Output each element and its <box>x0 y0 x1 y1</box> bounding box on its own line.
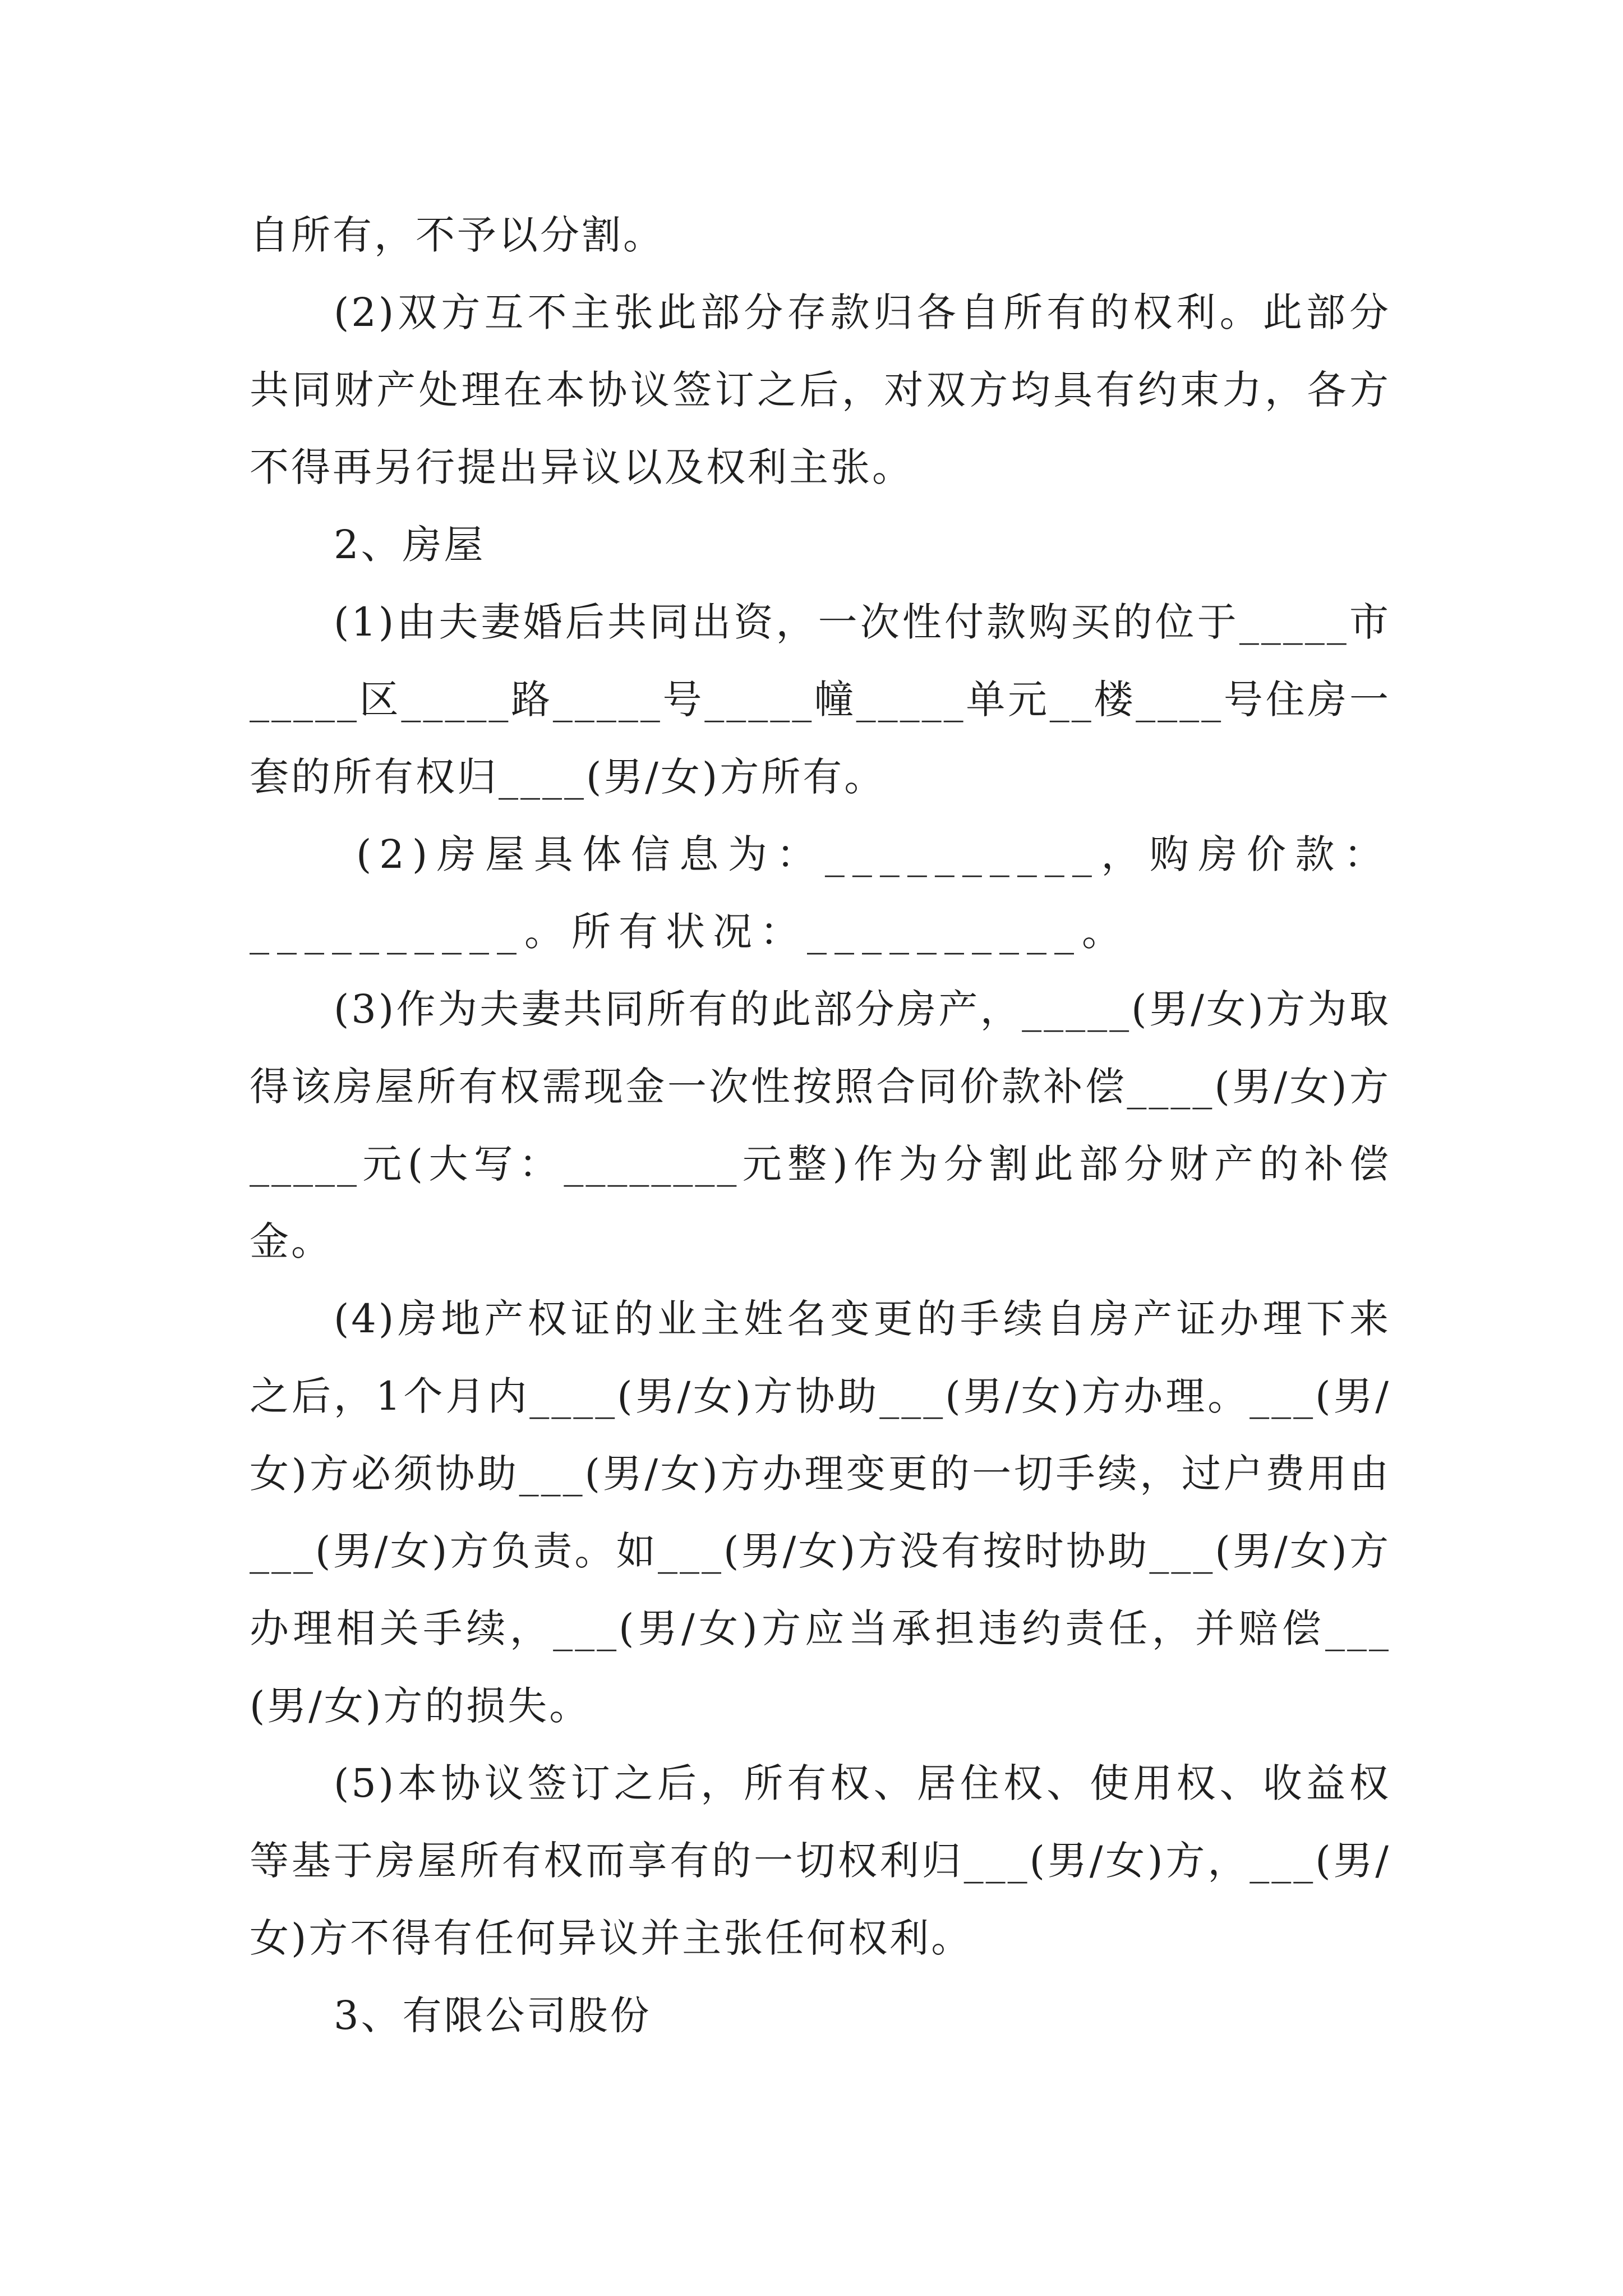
section-heading-house: 2、房屋 <box>334 522 486 568</box>
paragraph-house-compensation: (3)作为夫妻共同所有的此部分房产，_____(男/女)方为取得该房屋所有权需现金一次性按照合同价款补偿____(男/女)方_____元(大写：________元整)作为分割此部分财产的补偿金。 <box>250 986 1391 1264</box>
paragraph-house-info: (2)房屋具体信息为：__________，购房价款：__________。所有状况：__________。 <box>250 831 1391 955</box>
paragraph-deposit-claims: (2)双方互不主张此部分存款归各自所有的权利。此部分共同财产处理在本协议签订之后，对双方均具有约束力，各方不得再另行提出异议以及权利主张。 <box>250 289 1391 490</box>
document-body <box>250 196 1391 2054</box>
section-heading-company-shares: 3、有限公司股份 <box>334 1993 652 2039</box>
paragraph-title-transfer: (4)房地产权证的业主姓名变更的手续自房产证办理下来之后，1个月内____(男/女)方协助___(男/女)方办理。___(男/女)方必须协助___(男/女)方办理变更的一切手续，过户费用由___(男/女)方负责。如___(男/女)方没有按时协助___(男/女)方办理相关手续，___(男/女)方应当承担违约责任，并赔偿___(男/女)方的损失。 <box>250 1296 1391 1729</box>
paragraph-house-ownership: (1)由夫妻婚后共同出资，一次性付款购买的位于_____市_____区_____路_____号_____幢_____单元__楼____号住房一套的所有权归____(男/女)方所有。 <box>250 599 1391 800</box>
paragraph-continuation: 自所有，不予以分割。 <box>250 212 665 258</box>
paragraph-property-rights: (5)本协议签订之后，所有权、居住权、使用权、收益权等基于房屋所有权而享有的一切权利归___(男/女)方，___(男/女)方不得有任何异议并主张任何权利。 <box>250 1760 1391 1961</box>
